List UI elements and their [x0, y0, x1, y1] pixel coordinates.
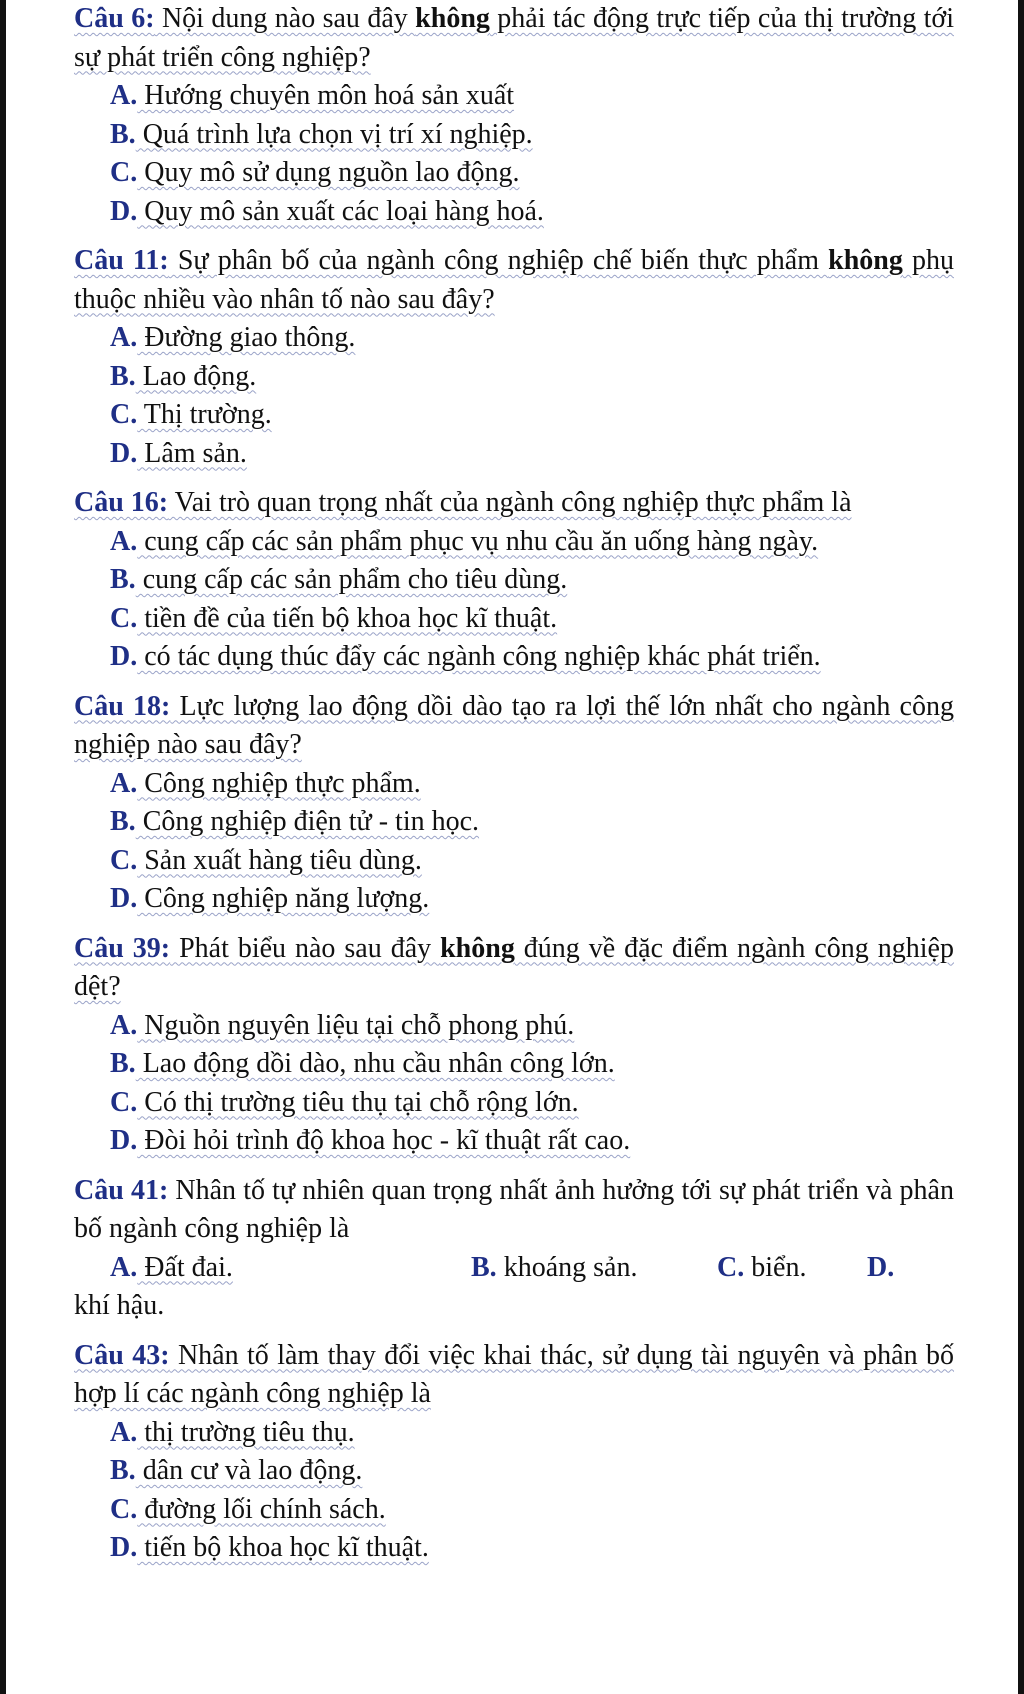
question-39: [74, 930, 954, 1161]
question-stem: [74, 484, 954, 523]
option-c: [74, 154, 954, 193]
option-text: Đất đai.: [137, 1251, 233, 1283]
option-a: [110, 1249, 233, 1288]
question-6: [74, 0, 954, 231]
question-list: [74, 0, 954, 1568]
option-text: Nguồn nguyên liệu tại chỗ phong phú.: [137, 1009, 575, 1041]
option-d: [74, 1529, 954, 1568]
option-a: [74, 765, 954, 804]
option-d: [74, 1122, 954, 1161]
right-frame-edge: [1018, 0, 1024, 1694]
option-text: thị trường tiêu thụ.: [137, 1416, 355, 1448]
option-b: [74, 116, 954, 155]
option-b: [74, 358, 954, 397]
option-text: có tác dụng thúc đẩy các ngành công nghiệp khác phát triển.: [137, 641, 821, 672]
option-letter: D.: [110, 195, 138, 227]
options-row: [74, 1249, 954, 1288]
option-letter: C.: [110, 399, 138, 430]
option-letter: B.: [110, 564, 136, 595]
option-b: [74, 803, 954, 842]
question-label: Câu 16:: [74, 487, 169, 518]
question-stem: [74, 1172, 954, 1249]
option-letter: C.: [110, 602, 138, 634]
option-letter: D.: [867, 1251, 895, 1283]
option-letter: C.: [717, 1251, 745, 1283]
option-text: cung cấp các sản phẩm cho tiêu dùng.: [135, 564, 568, 595]
option-letter: B.: [110, 360, 136, 392]
option-d: [74, 880, 954, 919]
question-stem: [74, 1337, 954, 1414]
question-label: Câu 11:: [74, 245, 169, 276]
option-letter: A.: [110, 767, 138, 799]
option-letter: D.: [110, 641, 138, 672]
stem-text: Phát biểu nào sau đây: [170, 932, 441, 964]
question-label: Câu 39:: [74, 932, 171, 964]
option-text: cung cấp các sản phẩm phục vụ nhu cầu ăn uống hàng ngày.: [137, 525, 819, 557]
option-text: Quy mô sử dụng nguồn lao động.: [137, 157, 520, 188]
question-16: [74, 484, 954, 677]
stem-text: Vai trò quan trọng nhất của ngành công nghiệp thực phẩm là: [168, 487, 852, 518]
option-letter: A.: [110, 1416, 138, 1448]
option-d: [74, 638, 954, 677]
option-text: biển.: [744, 1251, 807, 1283]
option-text: Quy mô sản xuất các loại hàng hoá.: [137, 195, 544, 227]
option-c: [717, 1249, 806, 1288]
option-c: [74, 600, 954, 639]
question-41: [74, 1172, 954, 1326]
option-b: [74, 1045, 954, 1084]
question-label: Câu 41:: [74, 1174, 169, 1206]
option-text: tiến bộ khoa học kĩ thuật.: [137, 1532, 429, 1563]
option-d: [867, 1249, 894, 1288]
option-letter: A.: [110, 322, 138, 353]
stem-negation: không: [828, 245, 903, 276]
question-label: Câu 43:: [74, 1339, 170, 1371]
option-b: [471, 1249, 637, 1288]
stem-negation: không: [440, 932, 515, 964]
option-c: [74, 1491, 954, 1530]
option-letter: C.: [110, 1086, 138, 1118]
question-stem: [74, 242, 954, 319]
stem-text: Sự phân bố của ngành công nghiệp chế biến thực phẩm: [168, 245, 829, 276]
option-letter: B.: [110, 118, 136, 150]
option-text: Có thị trường tiêu thụ tại chỗ rộng lớn.: [137, 1086, 579, 1118]
option-letter: A.: [110, 1009, 138, 1041]
option-letter: B.: [110, 1455, 136, 1486]
option-letter: A.: [110, 525, 138, 557]
option-text: Đường giao thông.: [137, 322, 356, 353]
option-letter: D.: [110, 1125, 138, 1156]
option-text: Công nghiệp thực phẩm.: [137, 767, 421, 799]
option-c: [74, 396, 954, 435]
option-letter: C.: [110, 844, 138, 876]
stem-text: Lực lượng lao động dồi dào tạo ra lợi thế lớn nhất cho ngành công nghiệp nào sau đây?: [74, 690, 954, 760]
option-d: [74, 193, 954, 232]
option-b: [74, 1452, 954, 1491]
option-letter: B.: [471, 1251, 497, 1283]
option-text: Thị trường.: [137, 399, 272, 430]
question-stem: [74, 0, 954, 77]
option-a: [74, 1414, 954, 1453]
stem-negation: không: [415, 3, 490, 34]
option-text: Lao động dồi dào, nhu cầu nhân công lớn.: [135, 1048, 615, 1079]
option-d: [74, 435, 954, 474]
option-letter: B.: [110, 806, 136, 837]
option-a: [74, 319, 954, 358]
option-a: [74, 77, 954, 116]
option-letter: B.: [110, 1048, 136, 1079]
stem-text: Nhân tố làm thay đổi việc khai thác, sử dụng tài nguyên và phân bố hợp lí các ngành công nghiệp là: [74, 1339, 955, 1409]
option-c: [74, 1084, 954, 1123]
question-stem: [74, 930, 954, 1007]
option-c: [74, 842, 954, 881]
option-text: Sản xuất hàng tiêu dùng.: [137, 844, 422, 876]
option-text: Lâm sản.: [137, 437, 247, 469]
left-frame-edge: [0, 0, 6, 1694]
option-a: [74, 523, 954, 562]
option-text: Công nghiệp năng lượng.: [137, 883, 430, 914]
option-text: khoáng sản.: [496, 1251, 638, 1283]
stem-text: phải tác động trực tiếp của thị trường tới sự phát triển công nghiệp?: [74, 3, 954, 73]
option-text: Đòi hỏi trình độ khoa học - kĩ thuật rất cao.: [137, 1125, 631, 1156]
option-text: Hướng chuyên môn hoá sản xuất: [137, 80, 515, 111]
stem-text: phụ thuộc nhiều vào nhân tố nào sau đây?: [74, 245, 954, 315]
question-stem: [74, 688, 954, 765]
stem-text: Nội dung nào sau đây: [154, 3, 416, 34]
option-letter: C.: [110, 157, 138, 188]
option-b: [74, 561, 954, 600]
question-label: Câu 6:: [74, 3, 155, 34]
question-11: [74, 242, 954, 473]
option-text: Quá trình lựa chọn vị trí xí nghiệp.: [135, 118, 533, 150]
question-label: Câu 18:: [74, 690, 171, 722]
option-letter: D.: [110, 1532, 138, 1563]
option-text: dân cư và lao động.: [135, 1455, 363, 1486]
option-letter: D.: [110, 437, 138, 469]
stem-text: Nhân tố tự nhiên quan trọng nhất ảnh hưởng tới sự phát triển và phân bố ngành công nghiệp là: [74, 1174, 954, 1244]
option-d-continuation: khí hậu.: [74, 1290, 165, 1321]
stem-text: đúng về đặc điểm ngành công nghiệp dệt?: [74, 932, 954, 1002]
option-text: Công nghiệp điện tử - tin học.: [135, 806, 480, 837]
option-letter: D.: [110, 883, 138, 914]
option-text: đường lối chính sách.: [137, 1493, 386, 1525]
question-18: [74, 688, 954, 919]
option-text: Lao động.: [135, 360, 257, 392]
option-letter: A.: [110, 1251, 138, 1283]
option-a: [74, 1007, 954, 1046]
question-43: [74, 1337, 954, 1568]
option-text: tiền đề của tiến bộ khoa học kĩ thuật.: [137, 602, 558, 634]
option-letter: A.: [110, 80, 138, 111]
option-letter: C.: [110, 1493, 138, 1525]
